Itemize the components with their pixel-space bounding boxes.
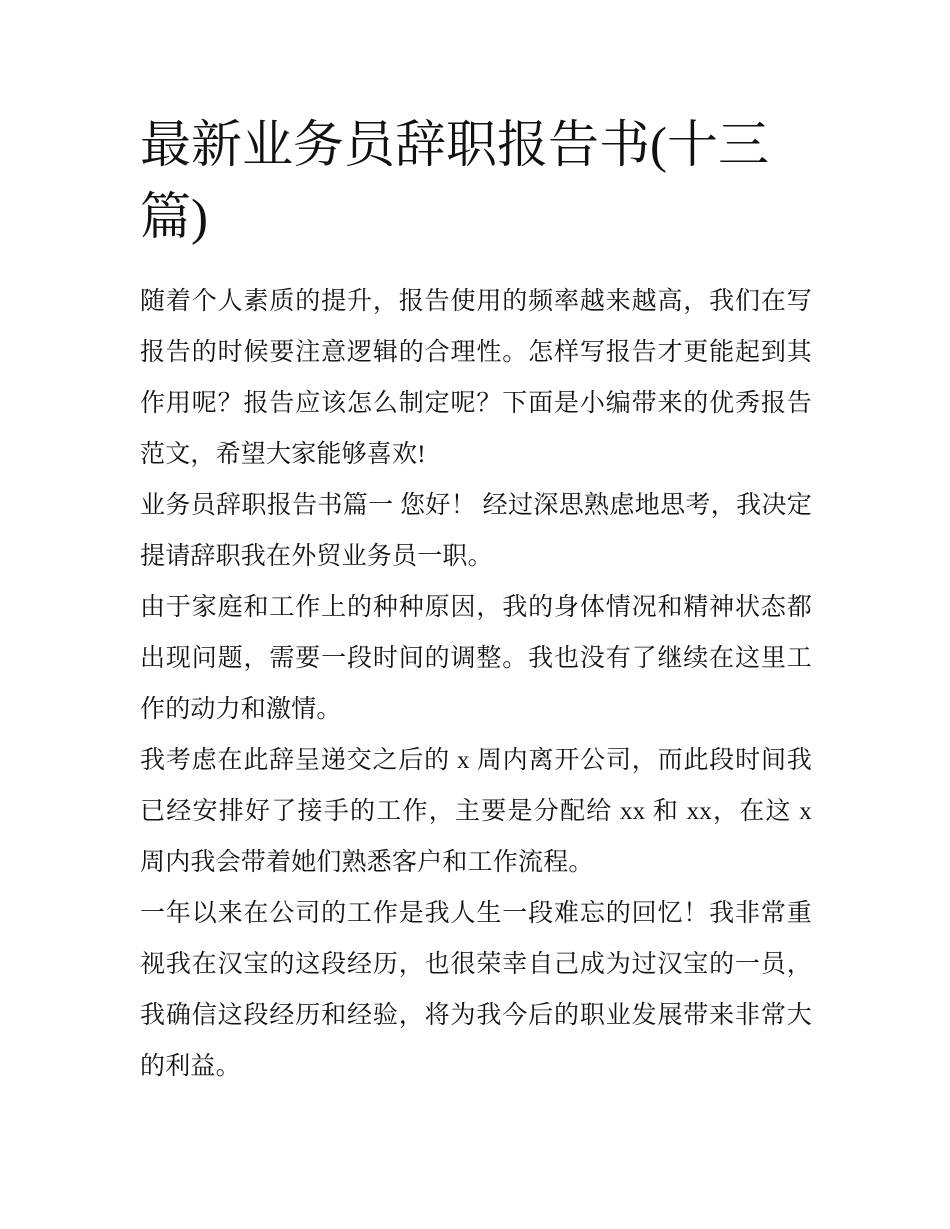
document-body — [140, 276, 812, 1092]
document-title: 最新业务员辞职报告书(十三篇) — [140, 118, 769, 246]
paragraph-intro: 随着个人素质的提升，报告使用的频率越来越高，我们在写报告的时候要注意逻辑的合理性。怎样写报告才更能起到其作用呢？报告应该怎么制定呢？下面是小编带来的优秀报告范文，希望大家能够喜欢! — [140, 288, 812, 468]
paragraph-handover: 我考虑在此辞呈递交之后的 x 周内离开公司，而此段时间我已经安排好了接手的工作，主要是分配给 xx 和 xx，在这 x 周内我会带着她们熟悉客户和工作流程。 — [140, 747, 812, 876]
paragraph-gratitude: 一年以来在公司的工作是我人生一段难忘的回忆！我非常重视我在汉宝的这段经历，也很荣幸自己成为过汉宝的一员，我确信这段经历和经验，将为我今后的职业发展带来非常大的利益。 — [140, 900, 812, 1080]
paragraph-reason: 由于家庭和工作上的种种原因，我的身体情况和精神状态都出现问题，需要一段时间的调整。我也没有了继续在这里工作的动力和激情。 — [140, 594, 812, 723]
paragraph-greeting: 业务员辞职报告书篇一 您好！ 经过深思熟虑地思考，我决定提请辞职我在外贸业务员一职。 — [140, 492, 812, 570]
